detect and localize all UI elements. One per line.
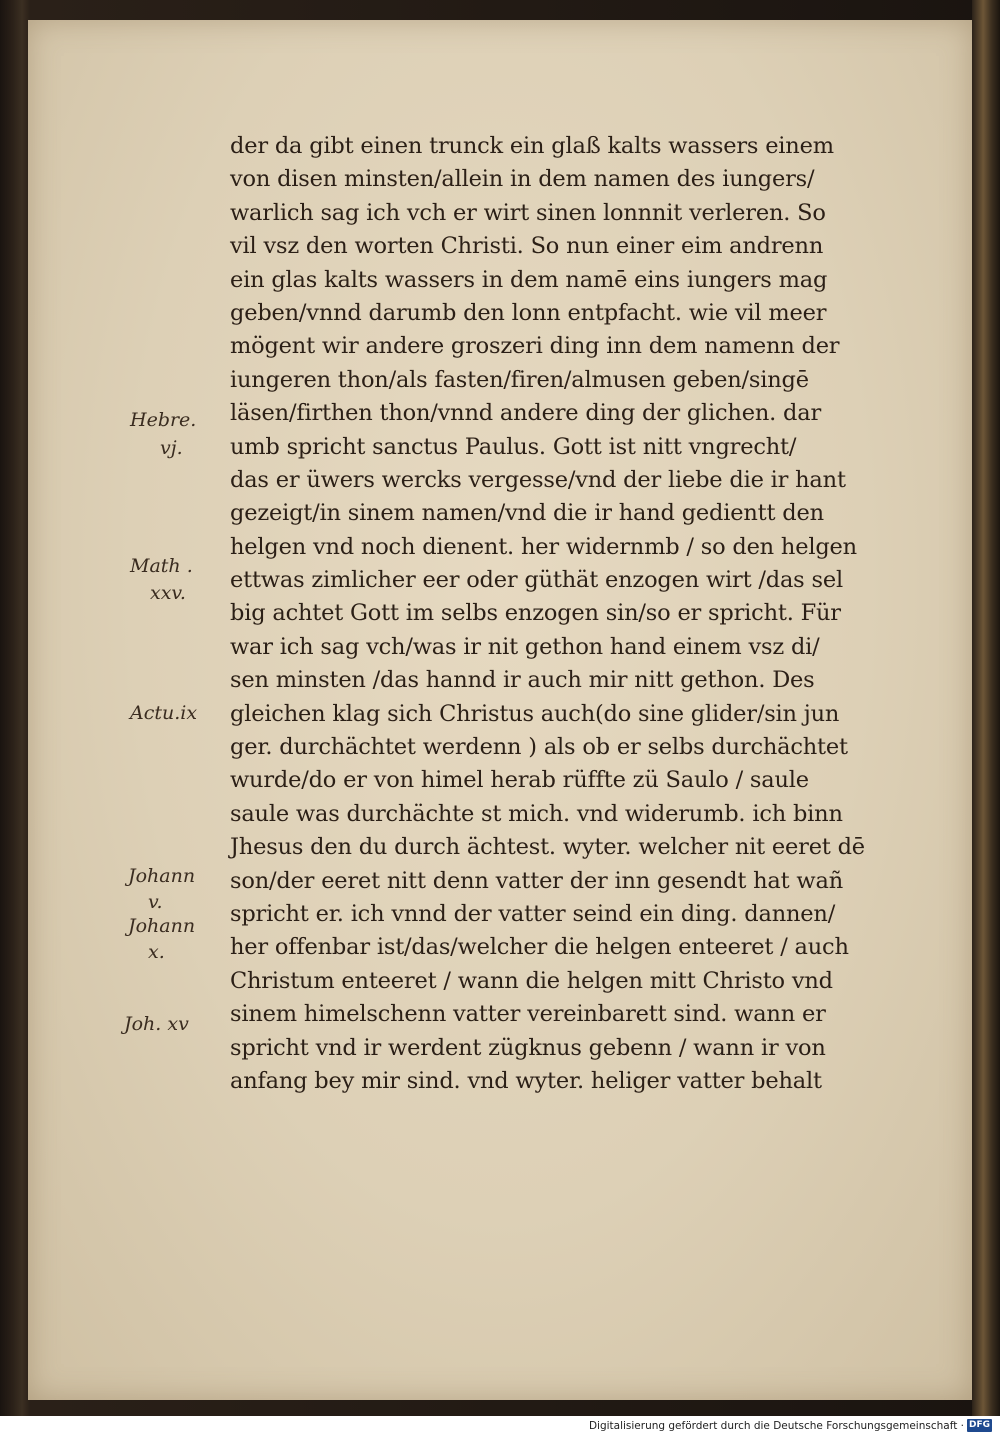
text-line: vil vsz den worten Christi. So nun einer eim andrenn [230, 233, 824, 260]
margin-note-actu: Actu.ix [130, 702, 198, 724]
text-line: sen minsten /das hannd ir auch mir nitt gethon. Des [230, 667, 815, 694]
margin-note-hebre: Hebre. [130, 409, 197, 431]
margin-note-hebre-chapter: vj. [160, 437, 183, 459]
dfg-logo-icon: DFG [968, 1420, 990, 1430]
funding-credit: Digitalisierung gefördert durch die Deutsche Forschungsgemeinschaft · [588, 1420, 964, 1432]
margin-note-johann-v-chapter: v. [148, 891, 163, 913]
text-line: wurde/do er von himel herab rüffte zü Saulo / saule [230, 767, 809, 794]
text-line: helgen vnd noch dienent. her widernmb / so den helgen [230, 533, 857, 560]
text-line: her offenbar ist/das/welcher die helgen entеeret / auch [230, 934, 849, 961]
margin-note-joh-xv: Joh. xv [124, 1013, 189, 1035]
text-line: iungeren thon/als fasten/firen/almusen geben/singē [230, 366, 809, 393]
text-line: war ich sag vch/was ir nit gethon hand einem vsz di/ [230, 633, 820, 660]
text-line: umb spricht sanctus Paulus. Gott ist nitt vngrecht/ [230, 433, 797, 460]
text-line: ein glas kalts wassers in dem namē eins iungers mag [230, 266, 828, 293]
text-line: saule was durchächte st mich. vnd widerumb. ich binn [230, 800, 843, 827]
margin-note-johann-v: Johann [128, 865, 196, 887]
text-line: das er üwers wercks vergesse/vnd der liebe die ir hant [230, 466, 846, 493]
text-line: mögent wir andere groszeri ding inn dem namenn der [230, 333, 840, 360]
margin-note-johann-x: Johann [128, 915, 196, 937]
text-line: läsen/firthen thon/vnnd andere ding der glichen. dar [230, 400, 822, 427]
text-line: ettwas zimlicher eer oder güthät enzogen wirt /das sel [230, 567, 843, 594]
margin-note-math-chapter: xxv. [150, 582, 186, 604]
book-edge [972, 0, 1000, 1416]
text-line: Jhesus den du durch ächtest. wyter. welcher nit eeret dē [230, 834, 865, 861]
text-line: son/der eeret nitt denn vatter der inn gesendt hat wañ [230, 867, 843, 894]
text-line: der da gibt einen trunck ein glaß kalts wassers einem [230, 133, 834, 159]
text-line: von disen minsten/allein in dem namen des iungers/ [230, 166, 815, 193]
text-line: spricht er. ich vnnd der vatter seind ein ding. dannen/ [230, 900, 836, 927]
margin-note-math: Math . [130, 555, 193, 577]
text-line: ger. durchächtet werdenn ) als ob er selbs durchächtet [230, 734, 848, 761]
text-line: big achtet Gott im selbs enzogen sin/so er spricht. Für [230, 600, 841, 627]
text-line: spricht vnd ir werdent zügknus gebenn / wann ir von [230, 1034, 826, 1061]
text-line: anfang bey mir sind. vnd wyter. heliger vatter behalt [230, 1067, 822, 1094]
text-line: gleichen klag sich Christus auch(do sine glider/sin jun [230, 700, 840, 727]
text-line: geben/vnnd darumb den lonn entpfacht. wie vil meer [230, 299, 827, 326]
margin-note-johann-x-chapter: x. [148, 941, 165, 963]
text-line: Christum enteeret / wann die helgen mitt Christo vnd [230, 967, 833, 994]
main-text-block [230, 130, 930, 1098]
text-line: sinem himelschenn vatter vereinbarett sind. wann er [230, 1001, 826, 1028]
text-line: warlich sag ich vch er wirt sinen lonnnit verleren. So [230, 199, 826, 226]
text-line: gezeigt/in sinem namen/vnd die ir hand gedientt den [230, 500, 824, 527]
